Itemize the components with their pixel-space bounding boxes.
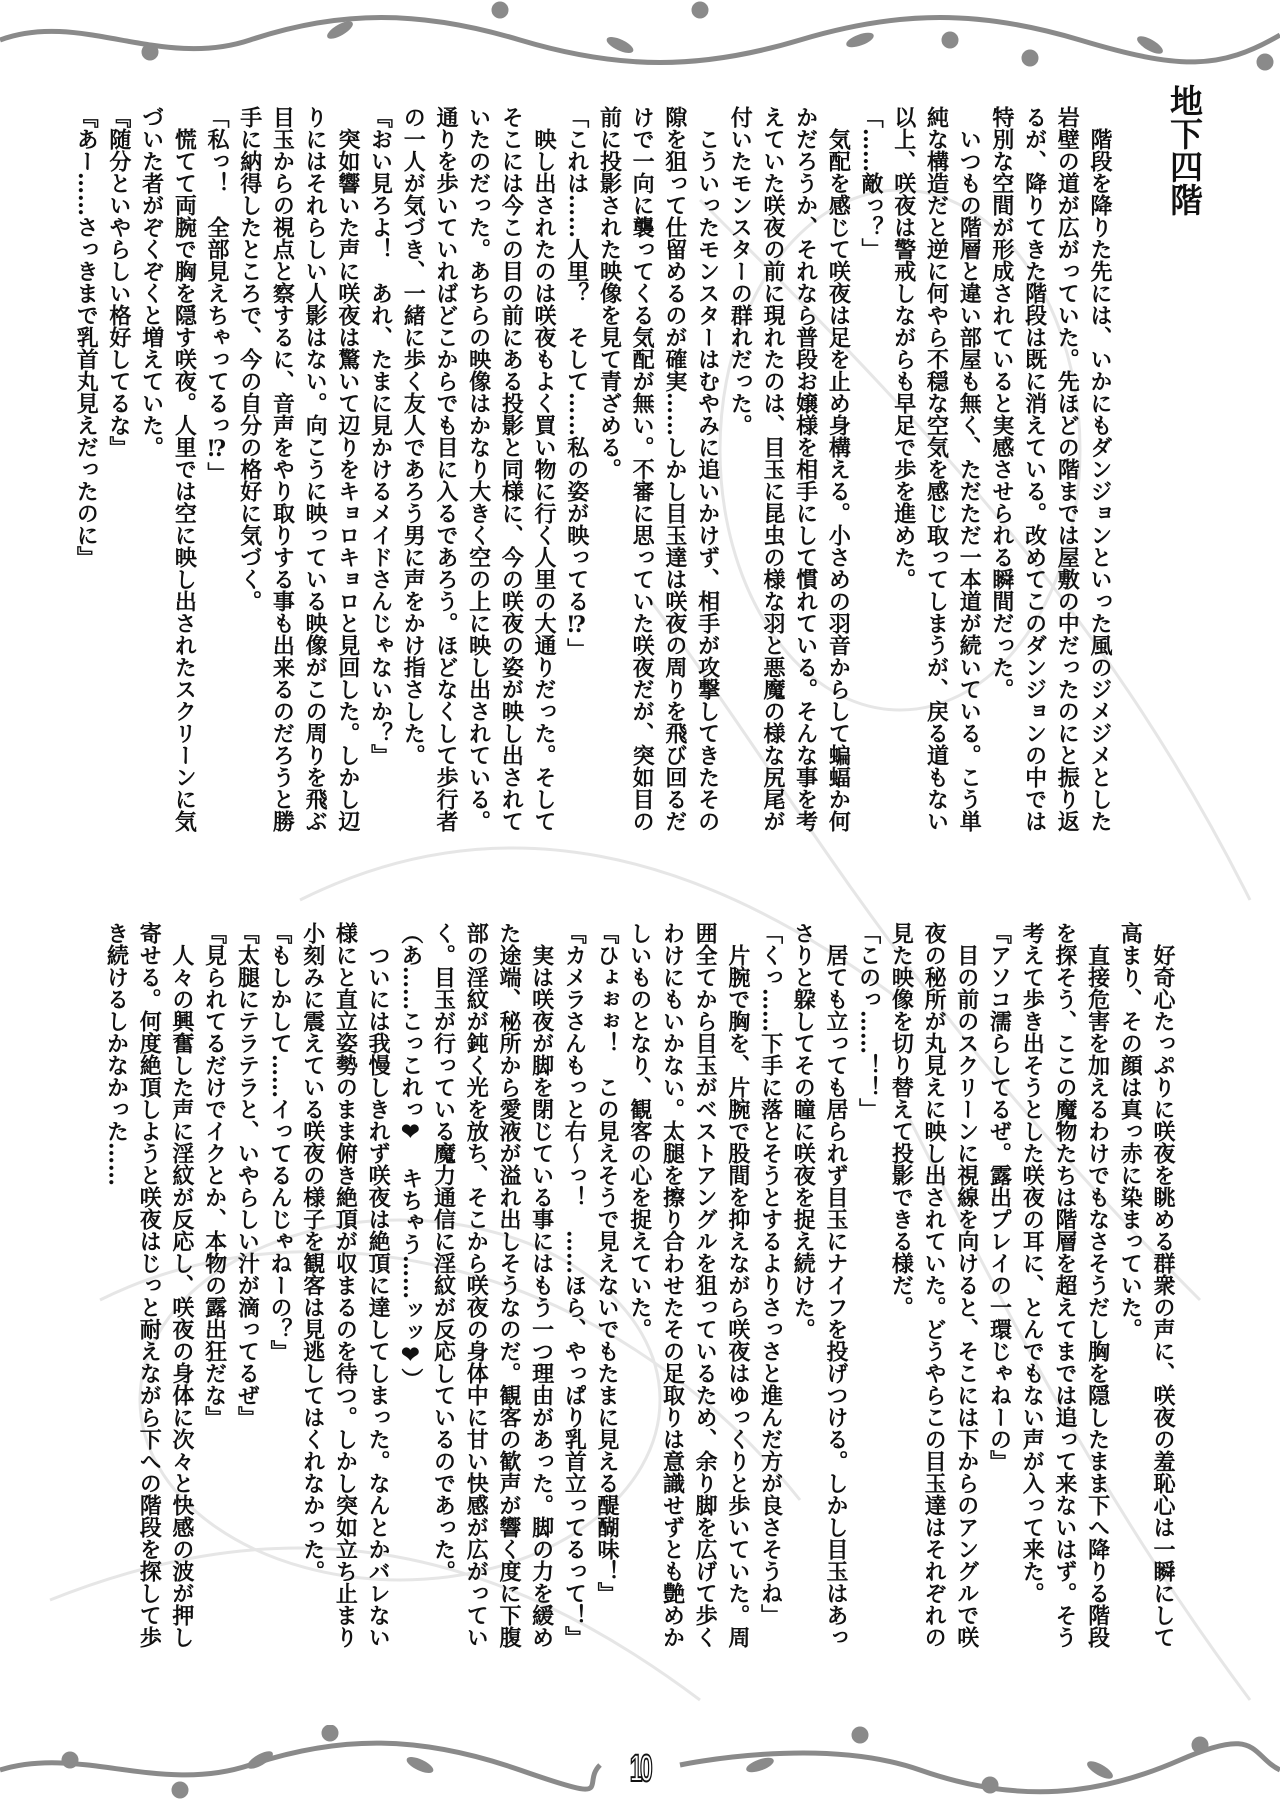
text-column: 『おい見ろよ！ あれ、たまに見かけるメイドさんじゃないか？』: [367, 106, 394, 766]
text-column: さりと躱してその瞳に咲夜を捉え続けた。: [790, 922, 817, 1340]
text-column: 「くっ……下手に落とそうとするよりさっさと進んだ方が良さそうね」: [757, 922, 784, 1626]
text-column: 人々の興奮した声に淫紋が反応し、咲夜の身体に次々と快感の波が押し: [168, 922, 195, 1648]
text-column: 『見られてるだけでイクとか、本物の露出狂だな』: [201, 922, 228, 1428]
text-block-upper: [0, 106, 1116, 832]
text-column: いつもの階層と違い部屋も無く、ただただ一本道が続いている。こう単: [956, 106, 983, 832]
text-column: かだろうか、それなら普段お嬢様を相手にして慣れている。そんな事を考: [792, 106, 819, 832]
text-column: づいた者がぞくぞくと増えていた。: [138, 106, 165, 458]
text-column: を探そう、ここの魔物たちは階層を超えてまでは追って来ないはず。そう: [1051, 922, 1078, 1648]
text-column: そこには今この目の前にある投影と同様に、今の咲夜の姿が映し出されて: [498, 106, 525, 832]
text-column: （あ……こっこれっ❤ キちゃう……ッッ❤）: [397, 922, 424, 1390]
text-column: こういったモンスターはむやみに追いかけず、相手が攻撃してきたその: [694, 106, 721, 832]
text-column: 直接危害を加えるわけでもなさそうだし胸を隠したまま下へ降りる階段: [1084, 922, 1111, 1648]
text-column: 慌てて両腕で胸を隠す咲夜。人里では空に映し出されたスクリーンに気: [171, 106, 198, 832]
text-column: いたのだった。あちらの映像はかなり大きく空の上に映し出されている。: [465, 106, 492, 832]
text-column: 突如響いた声に咲夜は驚いて辺りをキョロキョロと見回した。しかし辺: [334, 106, 361, 832]
text-column: 岩壁の道が広がっていた。先ほどの階までは屋敷の中だったのにと振り返: [1054, 106, 1081, 832]
text-column: 以上、咲夜は警戒しながらも早足で歩を進めた。: [890, 106, 917, 590]
text-column: 夜の秘所が丸見えに映し出されていた。どうやらこの目玉達はそれぞれの: [921, 922, 948, 1648]
text-column: 片腕で胸を、片腕で股間を抑えながら咲夜はゆっくりと歩いていた。周: [724, 922, 751, 1648]
text-column: 『アソコ濡らしてるぜ。露出プレイの一環じゃねーの』: [986, 922, 1013, 1472]
text-column: 映し出されたのは咲夜もよく買い物に行く人里の大通りだった。そして: [531, 106, 558, 832]
text-column: 前に投影された映像を見て青ざめる。: [596, 106, 623, 480]
text-column: 「これは……人里？ そして……私の姿が映ってる⁉」: [563, 106, 590, 660]
text-column: た途端、秘所から愛液が溢れ出しそうなのだ。観客の歓声が響く度に下腹: [495, 922, 522, 1648]
text-column: 目の前のスクリーンに視線を向けると、そこには下からのアングルで咲: [953, 922, 980, 1648]
text-column: るが、降りてきた階段は既に消えている。改めてこのダンジョンの中では: [1021, 106, 1048, 832]
text-column: 『あー……さっきまで乳首丸見えだったのに』: [73, 106, 100, 568]
text-column: 『ひょぉぉ！ この見えそうで見えないでもたまに見える醍醐味！』: [594, 922, 621, 1604]
text-column: しいものとなり、観客の心を捉えていた。: [626, 922, 653, 1340]
text-column: 階段を降りた先には、いかにもダンジョンといった風のジメジメとした: [1087, 106, 1113, 832]
text-column: りにはそれらしい人影はない。向こうに映っている映像がこの周りを飛ぶ: [302, 106, 329, 832]
text-column: 見た映像を切り替えて投影できる様だ。: [888, 922, 915, 1318]
text-column: 高まり、その顔は真っ赤に染まっていた。: [1117, 922, 1144, 1340]
text-column: 付いたモンスターの群れだった。: [727, 106, 754, 436]
text-column: 小刻みに震えている咲夜の様子を観客は見逃してはくれなかった。: [299, 922, 326, 1582]
chapter-title: 地下四階: [1165, 84, 1204, 216]
text-column: 『太腿にテラテラと、いやらしい汁が滴ってるぜ』: [234, 922, 261, 1428]
text-column: き続けるしかなかった……: [103, 922, 130, 1186]
text-column: 隙を狙って仕留めるのが確実……しかし目玉達は咲夜の周りを飛び回るだ: [661, 106, 688, 832]
text-column: ついには我慢しきれず咲夜は絶頂に達してしまった。なんとかバレない: [365, 922, 392, 1648]
text-column: 好奇心たっぷりに咲夜を眺める群衆の声に、咲夜の羞恥心は一瞬にして: [1150, 922, 1176, 1648]
text-column: く。目玉が行っている魔力通信に淫紋が反応しているのであった。: [430, 922, 457, 1582]
text-column: 気配を感じて咲夜は足を止め身構える。小さめの羽音からして蝙蝠か何: [825, 106, 852, 832]
text-column: 「……敵っ？」: [858, 106, 885, 260]
text-column: 『もしかして……イってるんじゃねーの？』: [267, 922, 294, 1362]
text-column: 「私っ！ 全部見えちゃってるっ⁉」: [204, 106, 231, 484]
text-column: 囲全てから目玉がベストアングルを狙っているため、余り脚を広げて歩く: [692, 922, 719, 1648]
text-column: 「このっ……！！」: [855, 922, 882, 1120]
text-column: の一人が気づき、一緒に歩く友人であろう男に声をかけ指さした。: [400, 106, 427, 766]
text-column: 寄せる。何度絶頂しようと咲夜はじっと耐えながら下への階段を探して歩: [136, 922, 163, 1648]
text-column: 特別な空間が形成されていると実感させられる瞬間だった。: [988, 106, 1015, 700]
text-column: 居ても立っても居られず目玉にナイフを投げつける。しかし目玉はあっ: [822, 922, 849, 1648]
text-column: 通りを歩いていればどこからでも目に入るであろう。ほどなくして歩行者: [432, 106, 459, 832]
text-column: 実は咲夜が脚を閉じている事にはもう一つ理由があった。脚の力を緩め: [528, 922, 555, 1648]
text-column: 純な構造だと逆に何やら不穏な空気を感じ取ってしまうが、戻る道もない: [923, 106, 950, 832]
text-column: 目玉からの視点と察するに、音声をやり取りする事も出来るのだろうと勝: [269, 106, 296, 832]
text-block-lower: [0, 922, 1179, 1648]
text-column: けで一向に襲ってくる気配が無い。不審に思っていた咲夜だが、突如目の: [629, 106, 656, 832]
text-column: 考えて歩き出そうとした咲夜の耳に、とんでもない声が入って来た。: [1019, 922, 1046, 1604]
text-column: 部の淫紋が鈍く光を放ち、そこから咲夜の身体中に甘い快感が広がってい: [463, 922, 490, 1648]
text-column: 『随分といやらしい格好してるな』: [105, 106, 132, 458]
page-number: 10: [629, 1748, 651, 1790]
text-column: わけにもいかない。太腿を擦り合わせたその足取りは意識せずとも艶めか: [659, 922, 686, 1648]
text-column: 様にと直立姿勢のまま俯き絶頂が収まるのを待つ。しかし突如立ち止まり: [332, 922, 359, 1648]
text-column: 手に納得したところで、今の自分の格好に気づく。: [236, 106, 263, 612]
text-column: えていた咲夜の前に現れたのは、目玉に昆虫の様な羽と悪魔の様な尻尾が: [759, 106, 786, 832]
text-column: 『カメラさんもっと右～っ！ ……ほら、やっぱり乳首立ってるって！』: [561, 922, 588, 1648]
top-vine-border: [0, 0, 1280, 80]
